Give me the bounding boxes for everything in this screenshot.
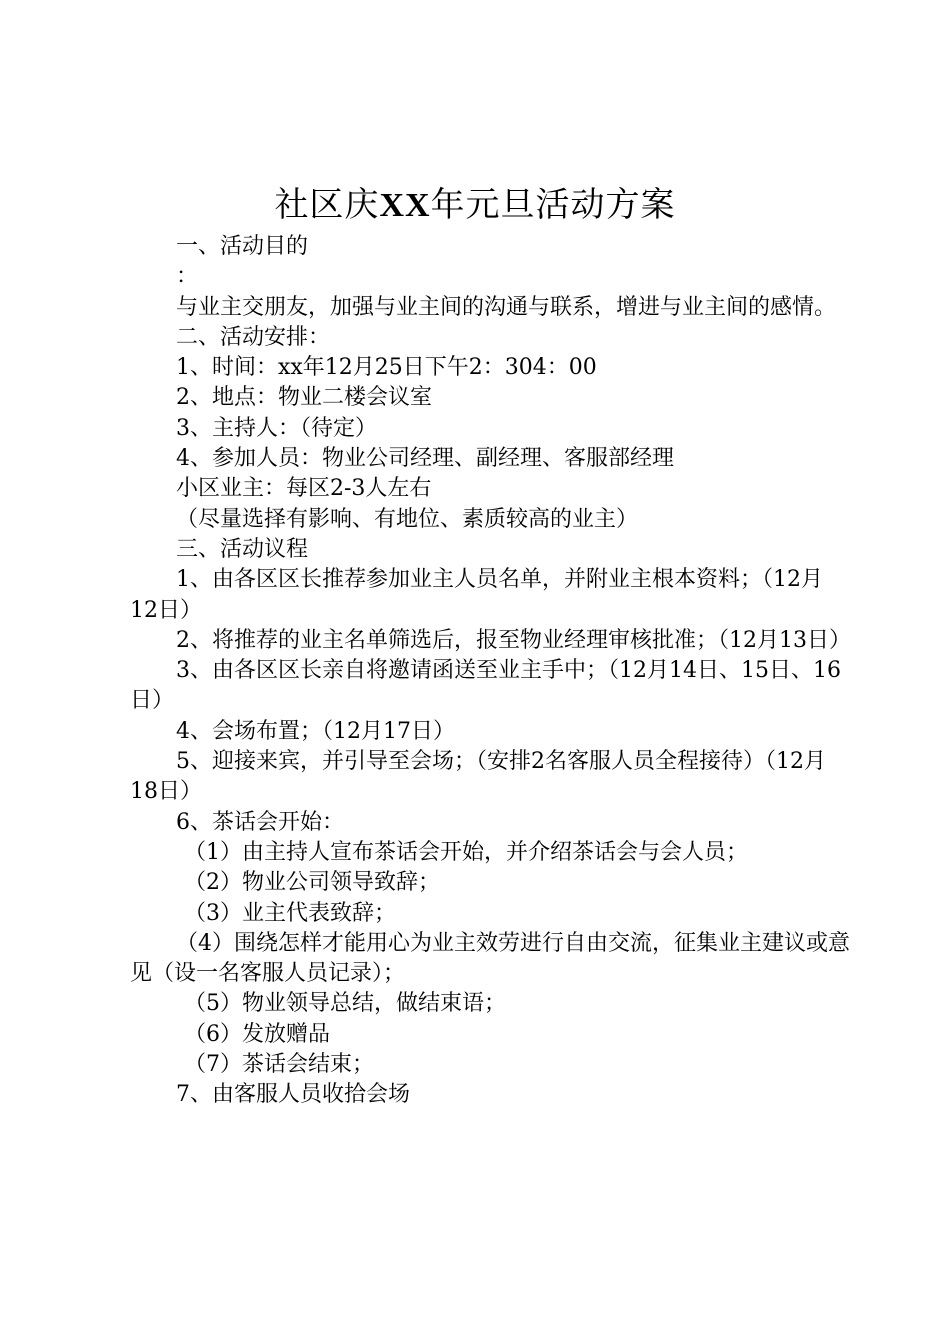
section-heading-arrangement: 二、活动安排： xyxy=(176,324,331,350)
agenda-item-4: 4、会场布置；（12月17日） xyxy=(176,718,455,744)
title-suffix: 年元旦活动方案 xyxy=(430,185,676,225)
arrangement-residents: 小区业主：每区2-3人左右 xyxy=(176,476,432,502)
page-title xyxy=(0,180,950,231)
tea-party-step-7: （7）茶话会结束； xyxy=(184,1052,374,1078)
purpose-paragraph: 与业主交朋友，加强与业主间的沟通与联系，增进与业主间的感情。 xyxy=(176,294,837,320)
agenda-item-5: 5、迎接来宾，并引导至会场；（安排2名客服人员全程接待）（12月18日） xyxy=(130,749,826,805)
arrangement-time: 1、时间：xx年12月25日下午2：304：00 xyxy=(176,355,597,381)
arrangement-location: 2、地点：物业二楼会议室 xyxy=(176,385,432,411)
purpose-colon: ： xyxy=(176,264,199,290)
tea-party-step-1: （1）由主持人宣布茶话会开始，并介绍茶话会与会人员； xyxy=(184,839,748,865)
tea-party-step-6: （6）发放赠品 xyxy=(184,1021,330,1047)
arrangement-participants: 4、参加人员：物业公司经理、副经理、客服部经理 xyxy=(176,446,674,472)
tea-party-step-5: （5）物业领导总结，做结束语； xyxy=(184,991,506,1017)
arrangement-host: 3、主持人：（待定） xyxy=(176,415,377,441)
document-body xyxy=(130,232,850,1111)
tea-party-step-3: （3）业主代表致辞； xyxy=(184,900,396,926)
title-year-placeholder: XX xyxy=(379,187,431,224)
tea-party-step-2: （2）物业公司领导致辞； xyxy=(184,870,440,896)
section-heading-purpose: 一、活动目的 xyxy=(176,234,309,259)
arrangement-note: （尽量选择有影响、有地位、素质较高的业主） xyxy=(176,506,639,532)
agenda-item-7: 7、由客服人员收拾会场 xyxy=(176,1082,410,1108)
agenda-item-1: 1、由各区区长推荐参加业主人员名单，并附业主根本资料；（12月12日） xyxy=(130,567,823,623)
agenda-item-3: 3、由各区区长亲自将邀请函送至业主手中；（12月14日、15日、16日） xyxy=(130,658,841,714)
agenda-item-6: 6、茶话会开始： xyxy=(176,809,344,835)
tea-party-step-4: （4）围绕怎样才能用心为业主效劳进行自由交流，征集业主建议或意见（设一名客服人员记录）； xyxy=(130,930,850,987)
agenda-item-2: 2、将推荐的业主名单筛选后，报至物业经理审核批准；（12月13日） xyxy=(176,627,851,653)
section-heading-agenda: 三、活动议程 xyxy=(176,536,309,562)
title-prefix: 社区庆 xyxy=(274,185,380,225)
